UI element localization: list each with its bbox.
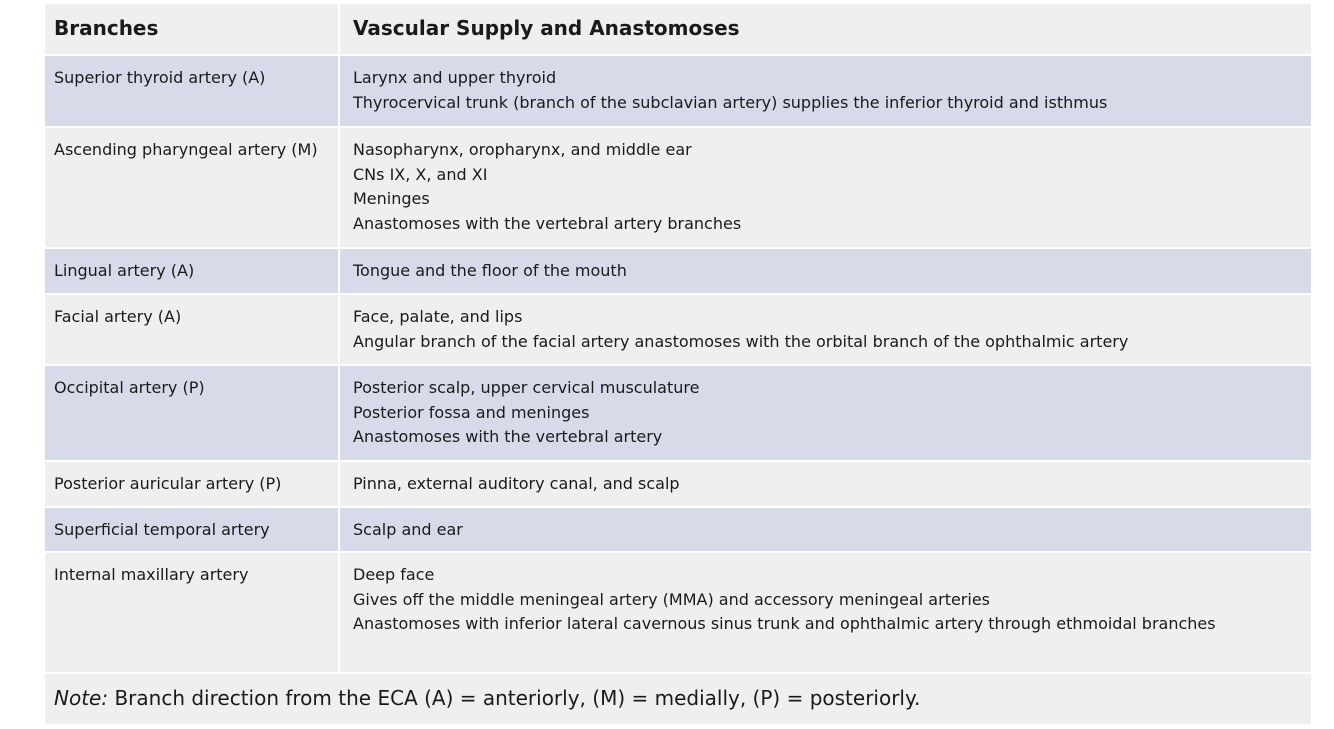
branch-cell: Superficial temporal artery <box>45 508 340 551</box>
table-row <box>45 553 1311 674</box>
supply-cell <box>340 56 1311 126</box>
supply-line: Scalp and ear <box>353 520 463 539</box>
table-row <box>45 462 1311 508</box>
supply-line: CNs IX, X, and XI <box>353 164 488 184</box>
table-row <box>45 366 1311 462</box>
supply-line: Posterior fossa and meninges <box>353 402 590 422</box>
supply-line: Anastomoses with the vertebral artery <box>353 427 663 446</box>
supply-line: Meninges <box>353 189 430 208</box>
supply-cell <box>340 553 1311 672</box>
supply-line: Posterior scalp, upper cervical musculature <box>353 378 700 397</box>
artery-branches-table <box>45 4 1311 724</box>
table-header-row <box>45 4 1311 56</box>
supply-cell <box>340 128 1311 247</box>
table-row <box>45 295 1311 366</box>
branch-cell: Superior thyroid artery (A) <box>45 56 340 126</box>
branch-cell: Posterior auricular artery (P) <box>45 462 340 506</box>
supply-line: Face, palate, and lips <box>353 307 523 326</box>
branch-cell: Ascending pharyngeal artery (M) <box>45 128 340 247</box>
table-row <box>45 508 1311 553</box>
supply-line: Anastomoses with inferior lateral cavernous sinus trunk and ophthalmic artery through ethmoidal branches <box>353 614 1216 633</box>
branch-cell: Lingual artery (A) <box>45 249 340 293</box>
note-text: Branch direction from the ECA (A) = anteriorly, (M) = medially, (P) = posteriorly. <box>108 686 921 710</box>
supply-line: Angular branch of the facial artery anastomoses with the orbital branch of the ophthalmic artery <box>353 331 1129 351</box>
branch-cell: Internal maxillary artery <box>45 553 340 672</box>
supply-cell <box>340 462 1311 506</box>
supply-cell <box>340 508 1311 551</box>
branch-cell: Facial artery (A) <box>45 295 340 364</box>
supply-line: Larynx and upper thyroid <box>353 68 557 87</box>
supply-line: Anastomoses with the vertebral artery branches <box>353 213 742 233</box>
table-row <box>45 56 1311 128</box>
table-note <box>45 674 1311 724</box>
header-branches: Branches <box>45 4 340 54</box>
table-row <box>45 128 1311 249</box>
supply-cell <box>340 366 1311 460</box>
header-vascular-supply: Vascular Supply and Anastomoses <box>353 16 740 40</box>
table-row <box>45 249 1311 295</box>
supply-line: Tongue and the floor of the mouth <box>353 261 627 280</box>
note-label: Note: <box>54 686 109 710</box>
supply-line: Gives off the middle meningeal artery (MMA) and accessory meningeal arteries <box>353 589 991 609</box>
supply-line: Thyrocervical trunk (branch of the subclavian artery) supplies the inferior thyroid and isthmus <box>353 92 1108 112</box>
supply-line: Nasopharynx, oropharynx, and middle ear <box>353 140 692 159</box>
supply-line: Pinna, external auditory canal, and scalp <box>353 474 680 493</box>
supply-cell <box>340 295 1311 364</box>
supply-line: Deep face <box>353 565 435 584</box>
supply-cell <box>340 249 1311 293</box>
branch-cell: Occipital artery (P) <box>45 366 340 460</box>
